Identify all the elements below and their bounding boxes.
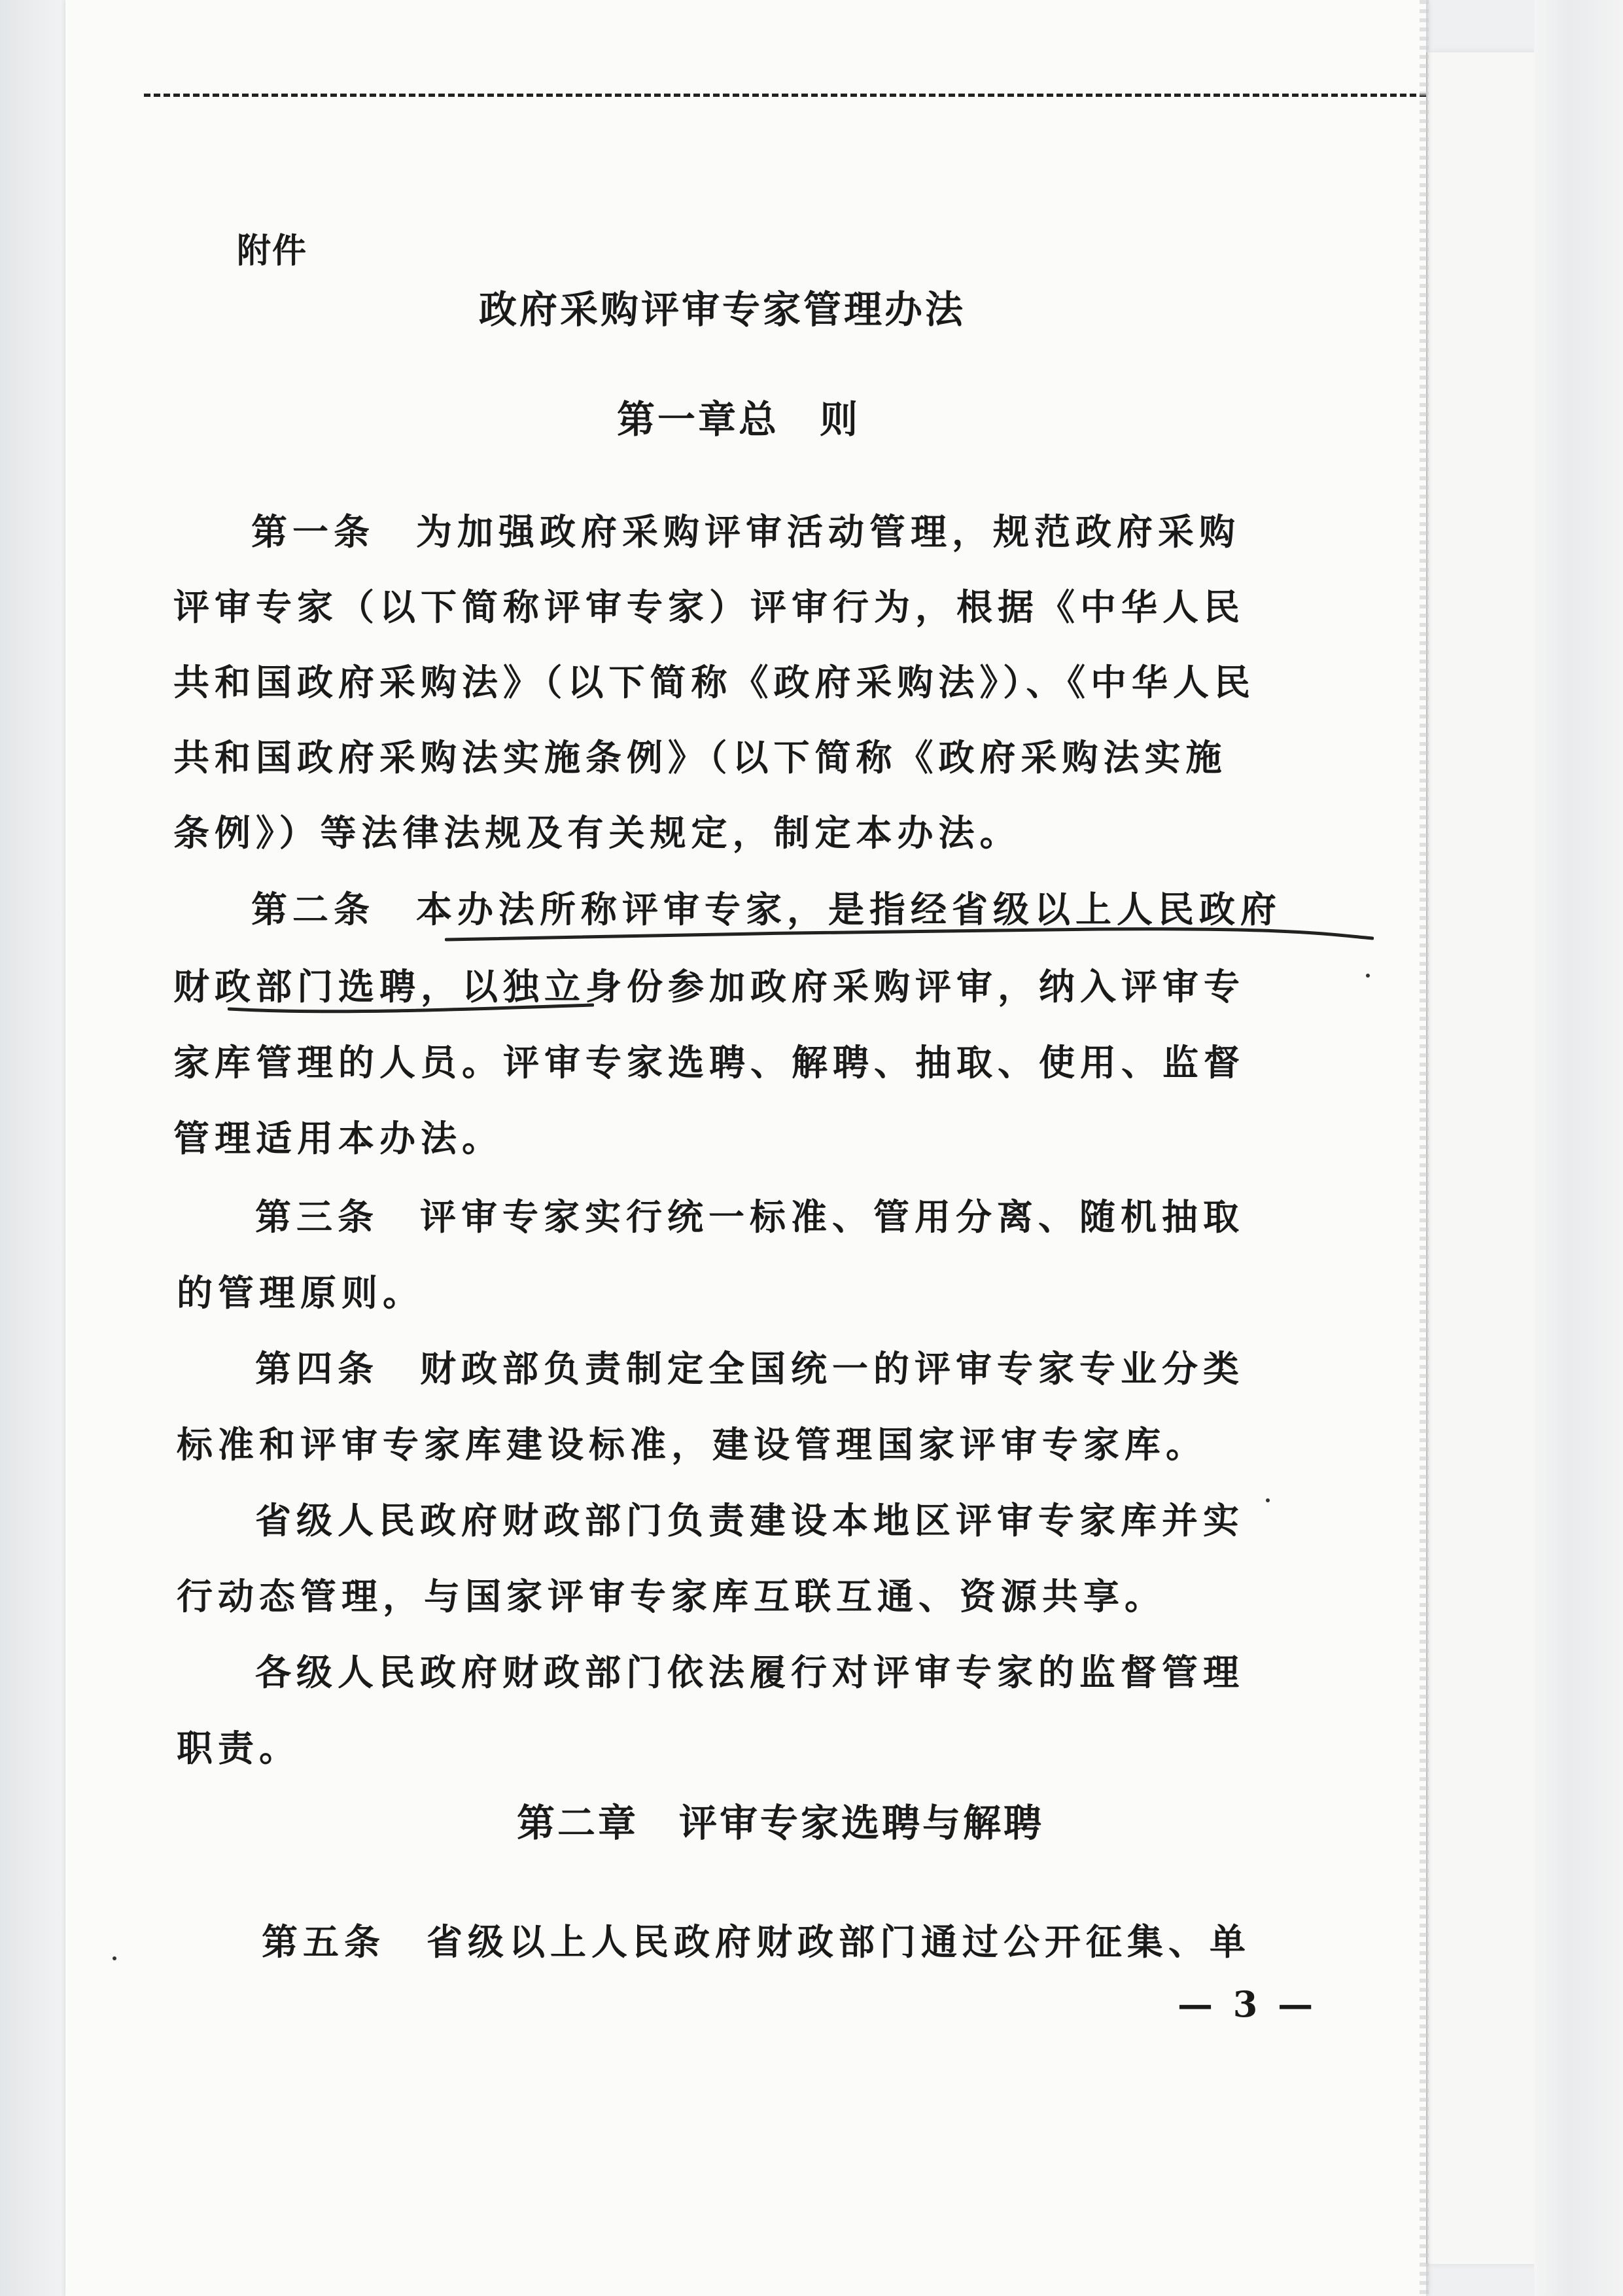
body-line: 各级人民政府财政部门依法履行对评审专家的监督管理 — [255, 1651, 1245, 1693]
scan-speck — [1366, 974, 1370, 978]
scanner-bed-left — [0, 0, 62, 2296]
top-dashed-rule — [144, 94, 1426, 97]
document-title: 政府采购评审专家管理办法 — [479, 287, 966, 332]
page-number: — 3 — — [1178, 1983, 1318, 2025]
body-line: 第四条 财政部负责制定全国统一的评审专家专业分类 — [255, 1347, 1245, 1390]
body-line: 职责。 — [177, 1727, 301, 1769]
body-line: 共和国政府采购法实施条例》（以下简称《政府采购法实施 — [173, 736, 1227, 779]
page-edge — [1420, 0, 1429, 2296]
document-page — [65, 0, 1426, 2296]
chapter-1-heading: 第一章总 则 — [617, 397, 861, 442]
scanner-bed-right — [1534, 0, 1623, 2296]
body-line: 管理适用本办法。 — [173, 1117, 504, 1159]
body-line: 标准和评审专家库建设标准，建设管理国家评审专家库。 — [177, 1423, 1208, 1466]
body-line: 第二条 本办法所称评审专家，是指经省级以上人民政府 — [251, 888, 1282, 930]
chapter-2-heading: 第二章 评审专家选聘与解聘 — [517, 1801, 1045, 1845]
scan-speck — [113, 1956, 116, 1960]
body-line: 省级人民政府财政部门负责建设本地区评审专家库并实 — [255, 1499, 1245, 1542]
body-line: 评审专家（以下简称评审专家）评审行为，根据《中华人民 — [173, 586, 1246, 628]
scan-speck — [1266, 1498, 1270, 1502]
body-line: 第三条 评审专家实行统一标准、管用分离、随机抽取 — [255, 1195, 1245, 1238]
body-line: 条例》）等法律法规及有关规定，制定本办法。 — [173, 811, 1021, 854]
annex-label: 附件 — [237, 231, 308, 271]
body-line: 的管理原则。 — [177, 1271, 425, 1314]
body-line: 共和国政府采购法》（以下简称《政府采购法》）、《中华人民 — [173, 661, 1256, 703]
body-line: 行动态管理，与国家评审专家库互联互通、资源共享。 — [177, 1575, 1166, 1617]
body-line: 财政部门选聘，以独立身份参加政府采购评审，纳入评审专 — [173, 965, 1246, 1008]
body-line: 家库管理的人员。评审专家选聘、解聘、抽取、使用、监督 — [173, 1041, 1246, 1084]
body-line: 第一条 为加强政府采购评审活动管理，规范政府采购 — [251, 510, 1241, 553]
body-line: 第五条 省级以上人民政府财政部门通过公开征集、单 — [262, 1920, 1251, 1963]
